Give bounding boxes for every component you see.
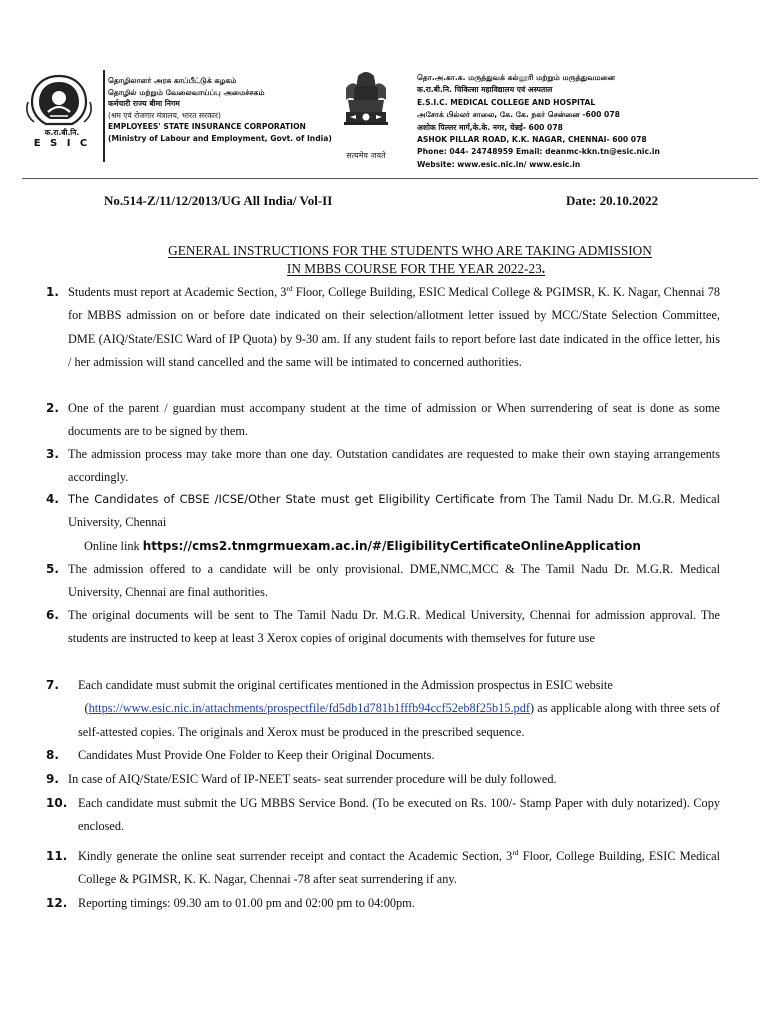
item-text-part: Each candidate must submit the original certificates mentioned in the Admission prospectus in ESIC website bbox=[78, 678, 613, 692]
item-text-part: Floor, College Building, ESIC Medical College & PGIMSR, K. K. Nagar, Chennai -78 after seat surrendering if any. bbox=[78, 849, 721, 887]
item-number: 7. bbox=[46, 678, 59, 692]
item-number: 8. bbox=[46, 748, 59, 762]
item-text bbox=[78, 845, 720, 892]
item-text-part: Students must report at Academic Section, 3 bbox=[68, 285, 287, 299]
item-text: Candidates Must Provide One Folder to Keep their Original Documents. bbox=[78, 748, 435, 762]
national-emblem bbox=[336, 66, 396, 164]
letterhead-divider bbox=[103, 70, 105, 162]
instruction-item-10 bbox=[46, 792, 720, 839]
item-text: One of the parent / guardian must accompany student at the time of admission or When surrendering of seat is done as some documents are to be signed by them. bbox=[68, 401, 720, 439]
ordinal-suffix: rd bbox=[512, 847, 519, 857]
instruction-item-12 bbox=[46, 892, 720, 915]
org-line-english-2: (Ministry of Labour and Employment, Govt. of India) bbox=[108, 133, 332, 143]
address-line-english: ASHOK PILLAR ROAD, K.K. NAGAR, CHENNAI- 600 078 bbox=[417, 135, 647, 145]
item-number: 5. bbox=[46, 562, 59, 576]
item-text: The admission process may take more than one day. Outstation candidates are requested to make their own staying arrangements accordingly. bbox=[68, 447, 720, 485]
instruction-item-2 bbox=[46, 397, 720, 444]
item-text-part: The Tamil Nadu Dr. M.G.R. Medical University, Chennai bbox=[68, 492, 720, 530]
item-text-part: ) as applicable along with three sets of self-attested copies. The originals and Xerox must be produced in the prescribed sequence. bbox=[78, 701, 720, 739]
address-line-hindi: अशोक पिल्लर मार्ग,के.के. नगर, चेन्नई- 600 078 bbox=[417, 122, 563, 132]
item-number: 6. bbox=[46, 608, 59, 622]
org-line-tamil-1: தொழிலாளர் அரசு காப்பீட்டுக் கழகம் bbox=[108, 76, 237, 85]
instruction-item-8 bbox=[46, 744, 720, 767]
paren-open: ( bbox=[84, 701, 89, 716]
org-line-tamil-2: தொழில் மற்றும் வேலைவாய்ப்பு அமைச்சகம் bbox=[108, 87, 265, 97]
item-number: 12. bbox=[46, 896, 68, 910]
letterhead-org-block bbox=[108, 75, 338, 145]
prospectus-link[interactable]: https://www.esic.nic.in/attachments/prospectfile/fd5db1d781b1fffb94ccf52eb8f25b15.pdf bbox=[88, 701, 530, 716]
abbr-english: E S I C bbox=[33, 138, 91, 149]
college-line-hindi: क.रा.बी.नि. चिकित्सा महाविद्यालय एवं अस्पताल bbox=[417, 85, 553, 95]
ordinal-suffix: rd bbox=[286, 283, 293, 293]
online-link-line bbox=[84, 535, 720, 558]
item-text bbox=[68, 281, 720, 374]
instruction-item-3 bbox=[46, 443, 720, 490]
college-line-tamil: தொ.அ.கா.க. மருத்துவக் கல்லூரி மற்றும் மருத்துவமனை bbox=[417, 73, 616, 82]
item-text-part: Floor, College Building, ESIC Medical College & PGIMSR, K. K. Nagar, Chennai 78 for MBBS admission on or before date indicated on their selection/allotment letter issued by MCC/State Selection Committee, DME (AIQ/State/ESIC Ward of IP Quota) by 9-30 am. If any student fails to report before last date indicated in the office letter, his / her admission will stand cancelled and the same will be intimated to concerned authorities. bbox=[68, 285, 720, 369]
instruction-item-6 bbox=[46, 604, 720, 651]
instruction-item-11 bbox=[46, 845, 720, 892]
online-link-label: Online link bbox=[84, 538, 143, 553]
item-number: 11. bbox=[46, 849, 68, 863]
letter-date: Date: 20.10.2022 bbox=[566, 193, 659, 208]
instruction-item-4 bbox=[46, 488, 720, 558]
emblem-motto: सत्यमेव जयते bbox=[346, 151, 386, 160]
address-line-tamil: அசோக் பில்லர் சாலை, கே. கே. நகர் சென்னை -600 078 bbox=[417, 110, 620, 120]
item-text-part: Kindly generate the online seat surrender receipt and contact the Academic Section, 3 bbox=[78, 849, 513, 863]
instruction-item-1 bbox=[46, 281, 720, 374]
item-text bbox=[68, 488, 720, 535]
contact-line: Phone: 044- 24748959 Email: deanmc-kkn.tn@esic.nic.in bbox=[417, 147, 660, 157]
org-line-hindi-1: कर्मचारी राज्य बीमा निगम bbox=[108, 99, 180, 109]
letterhead-college-block bbox=[417, 72, 757, 171]
item-number: 3. bbox=[46, 447, 59, 461]
college-line-english: E.S.I.C. MEDICAL COLLEGE AND HOSPITAL bbox=[417, 97, 596, 107]
letterhead-rule bbox=[22, 178, 758, 179]
website-line: Website: www.esic.nic.in/ www.esic.in bbox=[417, 159, 581, 169]
eligibility-certificate-link[interactable]: https://cms2.tnmgrmuexam.ac.in/#/EligibilityCertificateOnlineApplication bbox=[142, 538, 641, 553]
org-line-hindi-2: (श्रम एवं रोजगार मंत्रालय, भारत सरकार) bbox=[108, 110, 221, 120]
title-line-2-text: IN MBBS COURSE FOR THE YEAR 2022-23 bbox=[286, 261, 542, 276]
item-number: 2. bbox=[46, 401, 59, 415]
item-text bbox=[78, 674, 720, 744]
instruction-item-9 bbox=[46, 768, 720, 791]
org-line-english-1: EMPLOYEES' STATE INSURANCE CORPORATION bbox=[108, 122, 306, 132]
esic-abbreviation bbox=[22, 127, 102, 149]
title-period: . bbox=[541, 261, 546, 276]
instruction-item-5 bbox=[46, 558, 720, 605]
item-number: 4. bbox=[46, 492, 59, 506]
item-text: Reporting timings: 09.30 am to 01.00 pm and 02:00 pm to 04:00pm. bbox=[78, 896, 415, 910]
item-text: The admission offered to a candidate will be only provisional. DME,NMC,MCC & The Tamil Nadu Dr. M.G.R. Medical University, Chennai are final authorities. bbox=[68, 562, 720, 600]
reference-number: No.514-Z/11/12/2013/UG All India/ Vol-II bbox=[104, 193, 333, 208]
item-number: 1. bbox=[46, 285, 59, 299]
item-text: In case of AIQ/State/ESIC Ward of IP-NEET seats- seat surrender procedure will be duly followed. bbox=[68, 772, 557, 786]
item-text: Each candidate must submit the UG MBBS Service Bond. (To be executed on Rs. 100/- Stamp Paper with duly notarized). Copy enclosed. bbox=[78, 796, 720, 834]
title-line-2 bbox=[66, 260, 766, 278]
item-text: The original documents will be sent to The Tamil Nadu Dr. M.G.R. Medical University, Chennai for admission approval. The students are instructed to keep at least 3 Xerox copies of original documents with themselves for future use bbox=[68, 608, 720, 646]
esic-logo bbox=[22, 72, 96, 128]
item-text-part: The Candidates of CBSE /ICSE/Other State must get Eligibility Certificate from bbox=[68, 492, 527, 506]
item-number: 9. bbox=[46, 772, 59, 786]
item-number: 10. bbox=[46, 796, 68, 810]
instruction-item-7 bbox=[46, 674, 720, 744]
title-line-1: GENERAL INSTRUCTIONS FOR THE STUDENTS WHO ARE TAKING ADMISSION bbox=[168, 243, 652, 258]
abbr-hindi: क.रा.बी.नि. bbox=[44, 128, 80, 137]
